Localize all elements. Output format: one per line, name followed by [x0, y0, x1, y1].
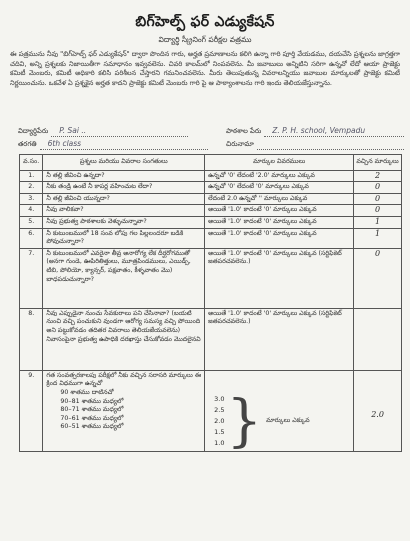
row-number: 1.	[20, 170, 43, 182]
table-row	[20, 193, 402, 205]
student-name-label: విద్యార్థిపేరు	[18, 127, 49, 135]
row-mark[interactable]	[354, 308, 402, 370]
range-item: 90–81 శాతము మధ్యలో	[60, 397, 124, 405]
student-name-value[interactable]: P. Sai ..	[51, 126, 188, 137]
curly-brace-icon: }	[226, 388, 263, 454]
row-mark[interactable]: 0	[354, 205, 402, 217]
row-number: 5.	[20, 216, 43, 228]
row-mark[interactable]: 0	[354, 193, 402, 205]
row-number: 6.	[20, 228, 43, 248]
header-marks: వచ్చిన మార్కులు	[354, 155, 402, 171]
row-question: నీవు వాలికవా?	[43, 205, 205, 217]
header-criteria: మార్కుల వివరములు	[205, 155, 354, 171]
scale-values	[214, 394, 224, 449]
row-number: 8.	[20, 308, 43, 370]
row-mark[interactable]: 2	[354, 170, 402, 182]
instructions-paragraph: ఈ పత్రమును నీవు "బిగ్‌హెల్ప్ ఫర్ ఎడ్యుకేషన్" ద్వారా పొందిన గారు, అర్హత ప్రమాణాలను కలిగి ఉన్నా గారి పూర్తి వేయడము, దయచేసి ప్రశ్నలను జాగ్రత్తగా చదివి, అన్ని ప్రశ్నలకు నిజాయితీగా సమాధానం ఇవ్వవలెను. చివరి కాలమ్‌లో నింపవలెను. మీ జవాబులు అన్నిటిని సరిగా ఉన్నవో లేదో ఆయా ప్రాజెక్టు కమిటీ మెంబరు, కమిటీ అధికారి కలిసి పరిశీలన చేస్తారని గమనించవలెను. మీరు తెలుపుతున్న వివరాలన్నియు జవాబుల మార్కులతో ప్రాజెక్టు కమిటీ నిర్ణయించును. ఒకవేళ ఏ ప్రశ్నకైన అర్హత కాదని ప్రాజెక్టు కమిటీ మెంబరు గారి పై ఆ పాఠ్యాంశాలను గారి ఇందు తెలియజేస్తున్నాను.	[10, 50, 400, 87]
row-mark[interactable]: 2.0	[354, 370, 402, 451]
row-mark[interactable]: 0	[354, 182, 402, 194]
class-value[interactable]: 6th class	[40, 139, 208, 150]
row-number: 7.	[20, 248, 43, 308]
scale-value: 2.5	[214, 406, 225, 415]
row-criteria: లేదంటే 2.0 ఉన్నచో '' మార్కులు ఎక్కువ	[205, 193, 354, 205]
table-header-row	[20, 155, 402, 171]
scale-value: 3.0	[214, 395, 225, 404]
school-name-label: పాఠశాల పేరు	[226, 127, 262, 135]
student-details	[10, 126, 404, 150]
row-mark[interactable]: 0	[354, 248, 402, 308]
row-number: 2.	[20, 182, 43, 194]
row-question: నీ కుటుంబములో 18 సంవ లోపు గల పిల్లలందరూ బడికి పోవుచున్నారా?	[43, 228, 205, 248]
screening-form	[6, 4, 404, 537]
table-row	[20, 170, 402, 182]
header-question: ప్రశ్నలు మరియు వివరాల సంగతులు	[43, 155, 205, 171]
address-label: చిరునామా	[226, 140, 254, 148]
range-item: 70–61 శాతము మధ్యలో	[60, 414, 124, 422]
scale-value: 1.0	[214, 439, 225, 448]
range-item: 80–71 శాతము మధ్యలో	[60, 406, 124, 414]
row-question-text: గత సంవత్సరకాలపు పరీక్షలో నీకు వచ్చిన సరాసరి మార్కులు ఈ క్రింద విధముగా ఉన్నచో	[46, 371, 202, 388]
row-number: 4.	[20, 205, 43, 217]
table-row	[20, 182, 402, 194]
form-subtitle: విద్యార్థి స్క్రీనింగ్ పరీక్షల వత్రము	[158, 35, 252, 44]
header-serial: వ.సం.	[20, 155, 43, 171]
row-question: నీ తల్లి జీవించి యున్నదా?	[43, 193, 205, 205]
row-question: నీకు తండ్రి ఉంటే నీ కాపర్ల వహించుట లేదా?	[43, 182, 205, 194]
range-item: 90 శాతము దాటినచో	[60, 388, 114, 396]
row-criteria	[205, 370, 354, 454]
row-number: 3.	[20, 193, 43, 205]
school-name-value[interactable]: Z. P. H. school, Vempadu	[264, 126, 404, 137]
table-row	[20, 205, 402, 217]
screening-table	[19, 154, 402, 452]
student-name-field[interactable]	[18, 126, 188, 137]
marks-range-list	[46, 389, 201, 432]
row-question	[43, 370, 205, 451]
row-criteria: అయితే '1.0' కాదంటే '0' మార్కులు ఎక్కువ	[205, 216, 354, 228]
row-mark[interactable]: 1	[354, 216, 402, 228]
row-criteria: ఉన్నచో '0' లేదంటే '2.0' మార్కులు ఎక్కువ	[205, 170, 354, 182]
row-criteria: ఉన్నచో '0' లేదంటే '0' మార్కులు ఎక్కువ	[205, 182, 354, 194]
scale-value: 2.0	[214, 417, 225, 426]
row-question: నీవు ప్రభుత్వ పాఠశాలకు వెళ్ళుచున్నావా?	[43, 216, 205, 228]
address-value[interactable]	[257, 139, 404, 150]
school-name-field[interactable]	[226, 126, 404, 137]
address-field[interactable]	[226, 139, 404, 150]
row-criteria: అయితే '1.0' కాదంటే '0' మార్కులు ఎక్కువ	[205, 228, 354, 248]
row-question: నీ తల్లి జీవించి ఉన్నదా?	[43, 170, 205, 182]
scale-criteria-text: మార్కులు ఎక్కువ	[266, 417, 310, 425]
table-row	[20, 228, 402, 248]
range-item: 60–51 శాతము మధ్యలో	[60, 423, 124, 431]
table-row	[20, 308, 402, 370]
row-mark[interactable]: 1	[354, 228, 402, 248]
table-row	[20, 216, 402, 228]
row-question: నీ కుటుంబములో ఎవరైనా తీవ్ర అనారోగ్య లేక దీర్ఘరోగముతో (అనగా గుండె, ఊపిరితిత్తులు, మూత్రపిండములు, ఎయిడ్స్, టిబి, పోలియో, క్యాన్సర్, పక్షవాతం, కీళ్ళవాతం మొ) బాధపడుచున్నారా?	[43, 248, 205, 308]
class-label: తరగతి	[18, 140, 37, 148]
row-criteria: అయితే '1.0' కాదంటే '0' మార్కులు ఎక్కువ	[205, 205, 354, 217]
row-number: 9.	[20, 370, 43, 451]
form-title: బిగ్‌హెల్ప్ ఫర్ ఎడ్యుకేషన్	[135, 14, 275, 30]
row-criteria: అయితే '1.0' కాదంటే '0' మార్కులు ఎక్కువ (సర్టిఫికెట్ జతపరచవలెను.)	[205, 308, 354, 370]
table-row	[20, 370, 402, 451]
scale-value: 1.5	[214, 428, 225, 437]
row-criteria: అయితే '1.0' కాదంటే '0' మార్కులు ఎక్కువ (సర్టిఫికెట్ జతపరచవలెను.)	[205, 248, 354, 308]
row-question: నీవు ఎప్పుడైనా నుంచు సేవకురాలు పని చేసినావా? (బయటి నుంచి వచ్చి పంచుకుని వుండగా ఆరోగ్య సమస్య వచ్చి పోయింది అని పట్టుకోవడం తదితర వివరాలు తెలియజేయవలెను) నివాసంపైనా ప్రభుత్వ ఉపాధికి దరఖాస్తు చేసుకోవడం మొదలైనవి	[43, 308, 205, 370]
class-field[interactable]	[18, 139, 208, 150]
marks-scale	[214, 388, 350, 454]
table-row	[20, 248, 402, 308]
